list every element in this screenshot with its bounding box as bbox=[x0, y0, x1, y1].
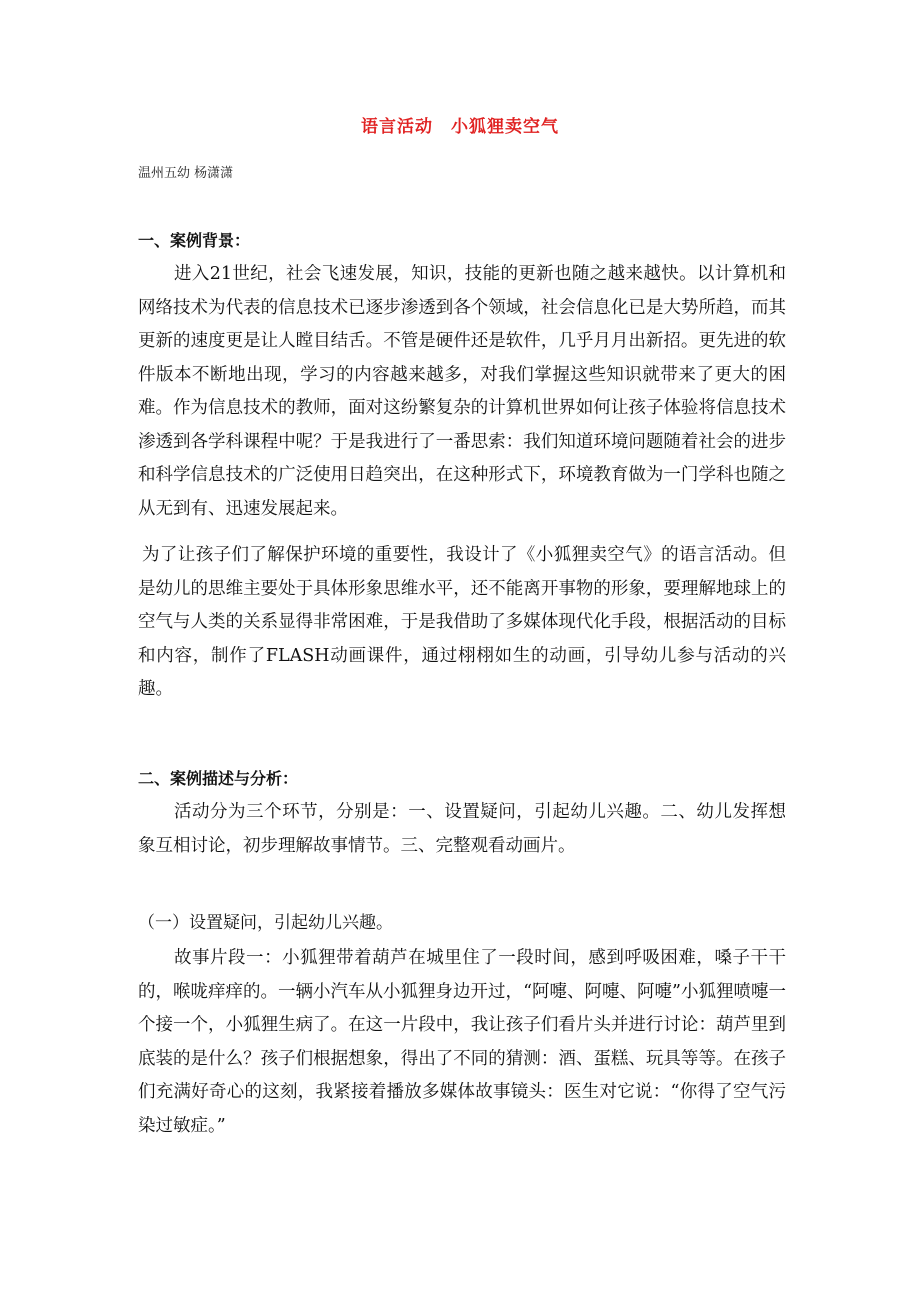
section-1-paragraph-2: 为了让孩子们了解保护环境的重要性，我设计了《小狐狸卖空气》的语言活动。但是幼儿的思维主要处于具体形象思维水平，还不能离开事物的形象，要理解地球上的空气与人类的关系显得非常困难，于是我借助了多媒体现代化手段，根据活动的目标和内容，制作了FLASH动画课件，通过栩栩如生的动画，引导幼儿参与活动的兴趣。 bbox=[138, 545, 786, 699]
title-part-1: 语言活动 bbox=[361, 117, 433, 137]
title-part-2: 小狐狸卖空气 bbox=[451, 117, 559, 137]
subsection-1-heading: （一）设置疑问，引起幼儿兴趣。 bbox=[138, 913, 393, 933]
section-2-heading: 二、案例描述与分析： bbox=[138, 769, 299, 788]
author-line: 温州五幼 杨潇潇 bbox=[138, 166, 234, 181]
section-2-paragraph-1: 活动分为三个环节，分别是：一、设置疑问，引起幼儿兴趣。二、幼儿发挥想象互相讨论，初步理解故事情节。三、完整观看动画片。 bbox=[138, 802, 786, 856]
section-1-heading: 一、案例背景： bbox=[138, 231, 251, 250]
section-2-paragraph-2: 故事片段一：小狐狸带着葫芦在城里住了一段时间，感到呼吸困难，嗓子干干的，喉咙痒痒的。一辆小汽车从小狐狸身边开过，“阿嚏、阿嚏、阿嚏”小狐狸喷嚏一个接一个，小狐狸生病了。在这一片段中，我让孩子们看片头并进行讨论：葫芦里到底装的是什么？孩子们根据想象，得出了不同的猜测：酒、蛋糕、玩具等等。在孩子们充满好奇心的这刻，我紧接着播放多媒体故事镜头：医生对它说：“你得了空气污染过敏症。” bbox=[138, 948, 786, 1136]
section-1-paragraph-1: 进入21世纪，社会飞速发展，知识，技能的更新也随之越来越快。以计算机和网络技术为代表的信息技术已逐步渗透到各个领域，社会信息化已是大势所趋，而其更新的速度更是让人瞠目结舌。不管是硬件还是软件，几乎月月出新招。更先进的软件版本不断地出现，学习的内容越来越多，对我们掌握这些知识就带来了更大的困难。作为信息技术的教师，面对这纷繁复杂的计算机世界如何让孩子体验将信息技术渗透到各学科课程中呢？于是我进行了一番思索：我们知道环境问题随着社会的进步和科学信息技术的广泛使用日趋突出，在这种形式下，环境教育做为一门学科也随之从无到有、迅速发展起来。 bbox=[138, 264, 786, 519]
document-title bbox=[0, 112, 920, 137]
